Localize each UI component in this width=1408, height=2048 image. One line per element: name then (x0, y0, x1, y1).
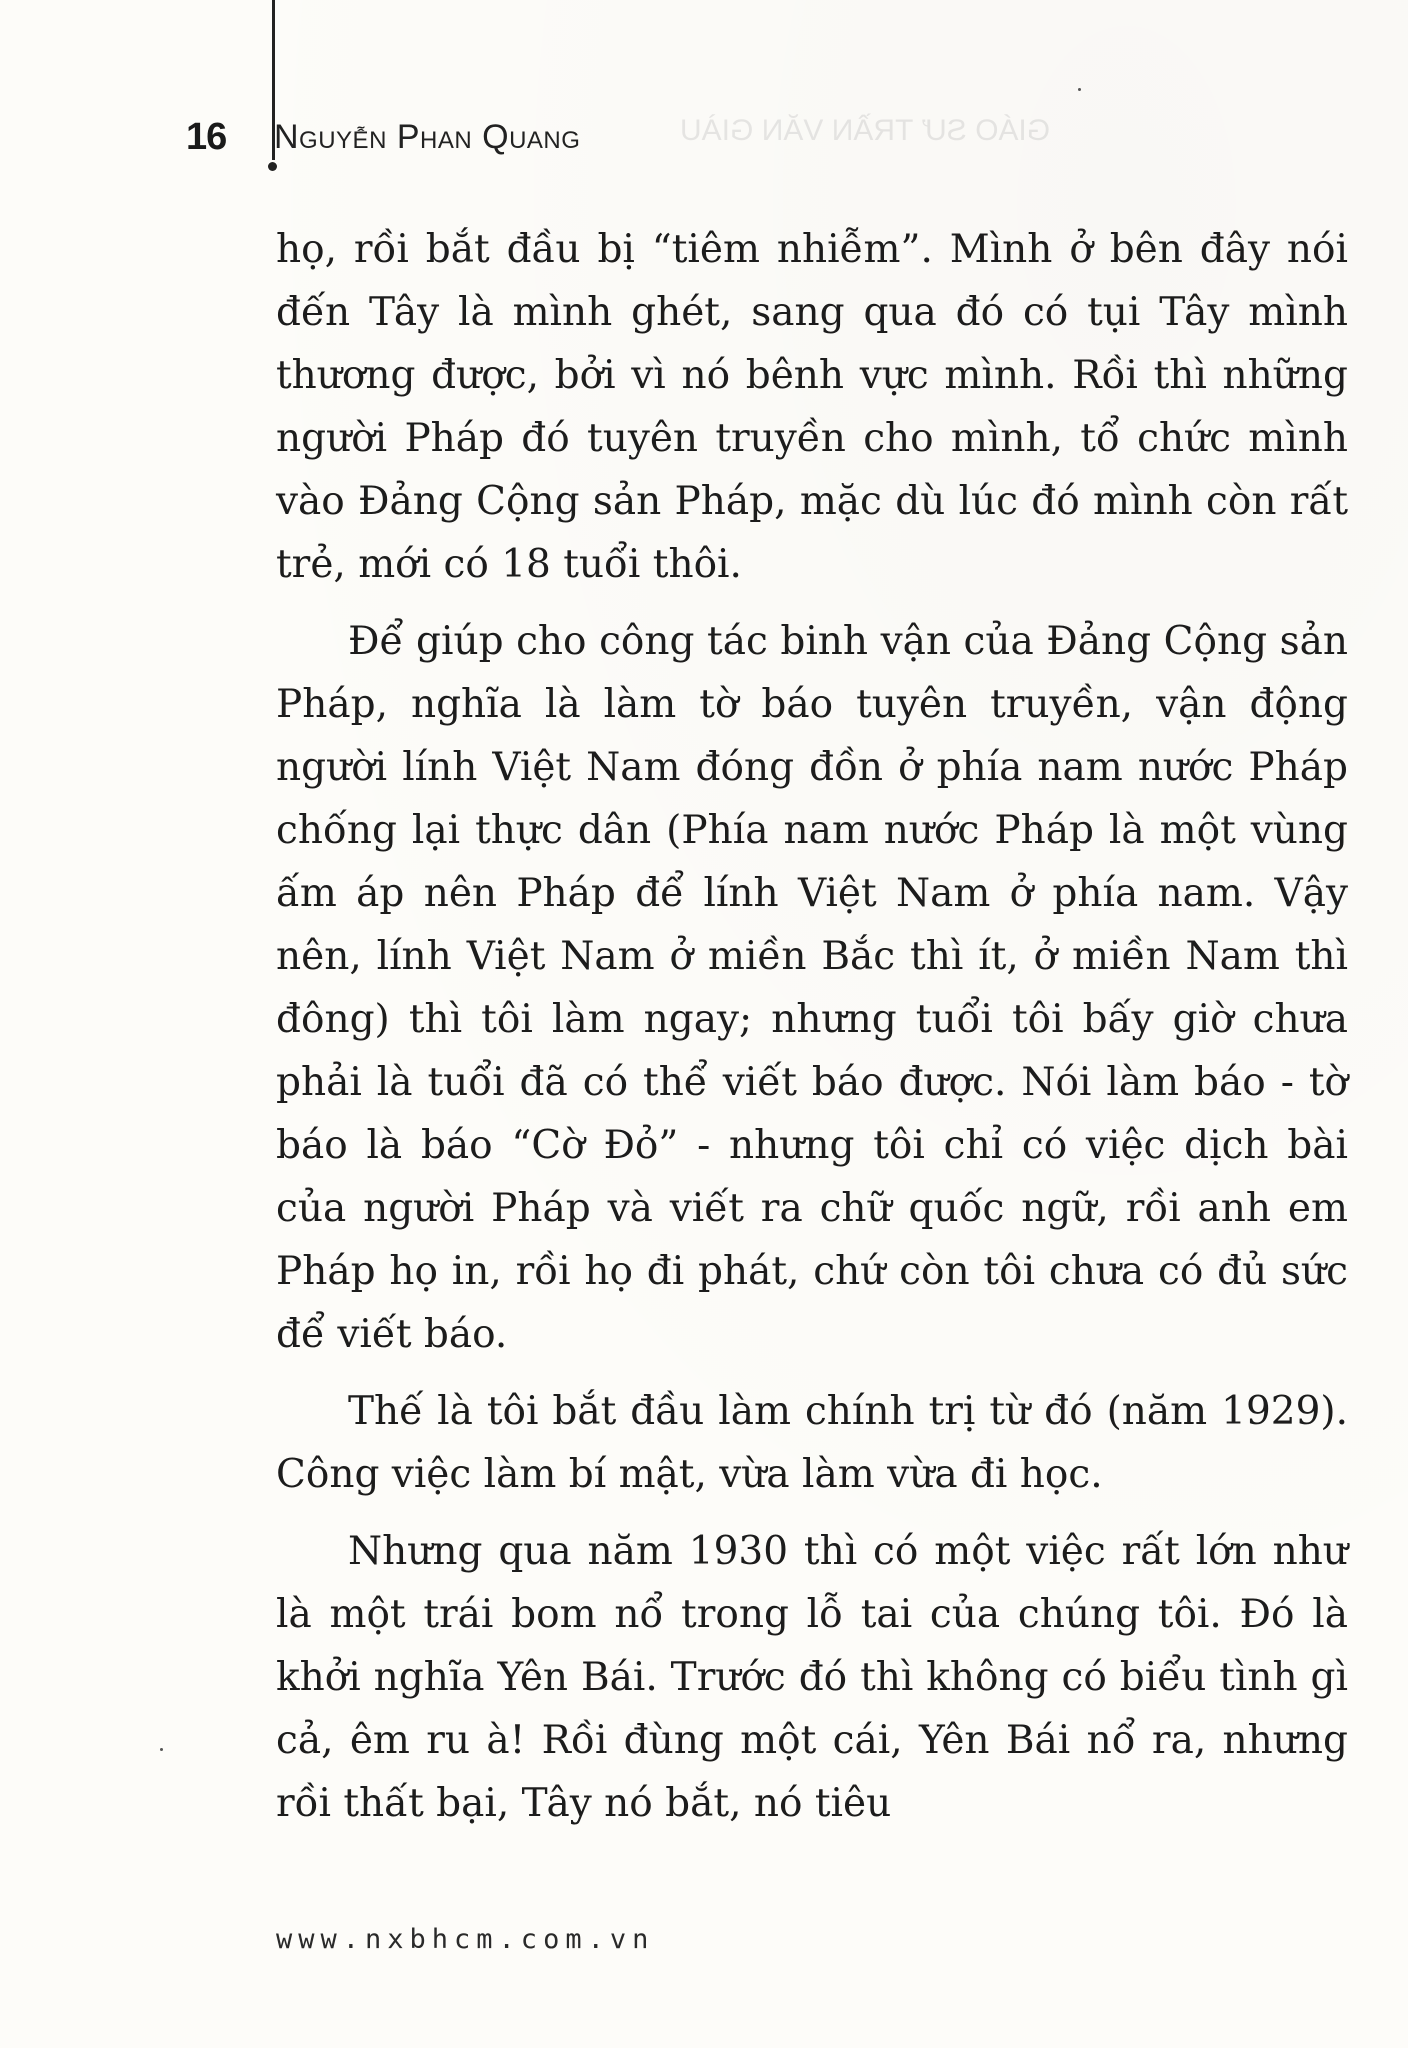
page-number: 16 (186, 115, 227, 158)
body-text (276, 218, 1348, 1835)
paragraph: Để giúp cho công tác binh vận của Đảng Cộng sản Pháp, nghĩa là làm tờ báo tuyên truyền, vận động người lính Việt Nam đóng đồn ở phía nam nước Pháp chống lại thực dân (Phía nam nước Pháp là một vùng ấm áp nên Pháp để lính Việt Nam ở phía nam. Vậy nên, lính Việt Nam ở miền Bắc thì ít, ở miền Nam thì đông) thì tôi làm ngay; nhưng tuổi tôi bấy giờ chưa phải là tuổi đã có thể viết báo được. Nói làm báo - tờ báo là báo “Cờ Đỏ” - nhưng tôi chỉ có việc dịch bài của người Pháp và viết ra chữ quốc ngữ, rồi anh em Pháp họ in, rồi họ đi phát, chứ còn tôi chưa có đủ sức để viết báo. (276, 619, 1348, 1357)
bleed-through-text: GIÁO SƯ TRẦN VĂN GIÀU (680, 114, 1051, 147)
scan-speck (160, 1748, 163, 1751)
paragraph: Nhưng qua năm 1930 thì có một việc rất lớn như là một trái bom nổ trong lỗ tai của chúng tôi. Đó là khởi nghĩa Yên Bái. Trước đó thì không có biểu tình gì cả, êm ru à! Rồi đùng một cái, Yên Bái nổ ra, nhưng rồi thất bại, Tây nó bắt, nó tiêu (276, 1529, 1348, 1826)
running-head-author: Nguyễn Phan Quang (274, 117, 581, 156)
paragraph: Thế là tôi bắt đầu làm chính trị từ đó (năm 1929). Công việc làm bí mật, vừa làm vừa đi học. (276, 1389, 1348, 1497)
header-rule-dot (268, 162, 277, 171)
paragraph: họ, rồi bắt đầu bị “tiêm nhiễm”. Mình ở bên đây nói đến Tây là mình ghét, sang qua đó có tụi Tây mình thương được, bởi vì nó bênh vực mình. Rồi thì những người Pháp đó tuyên truyền cho mình, tổ chức mình vào Đảng Cộng sản Pháp, mặc dù lúc đó mình còn rất trẻ, mới có 18 tuổi thôi. (276, 227, 1348, 587)
publisher-url: www.nxbhcm.com.vn (276, 1924, 655, 1955)
scan-speck (1078, 88, 1081, 91)
page-header (186, 112, 580, 162)
